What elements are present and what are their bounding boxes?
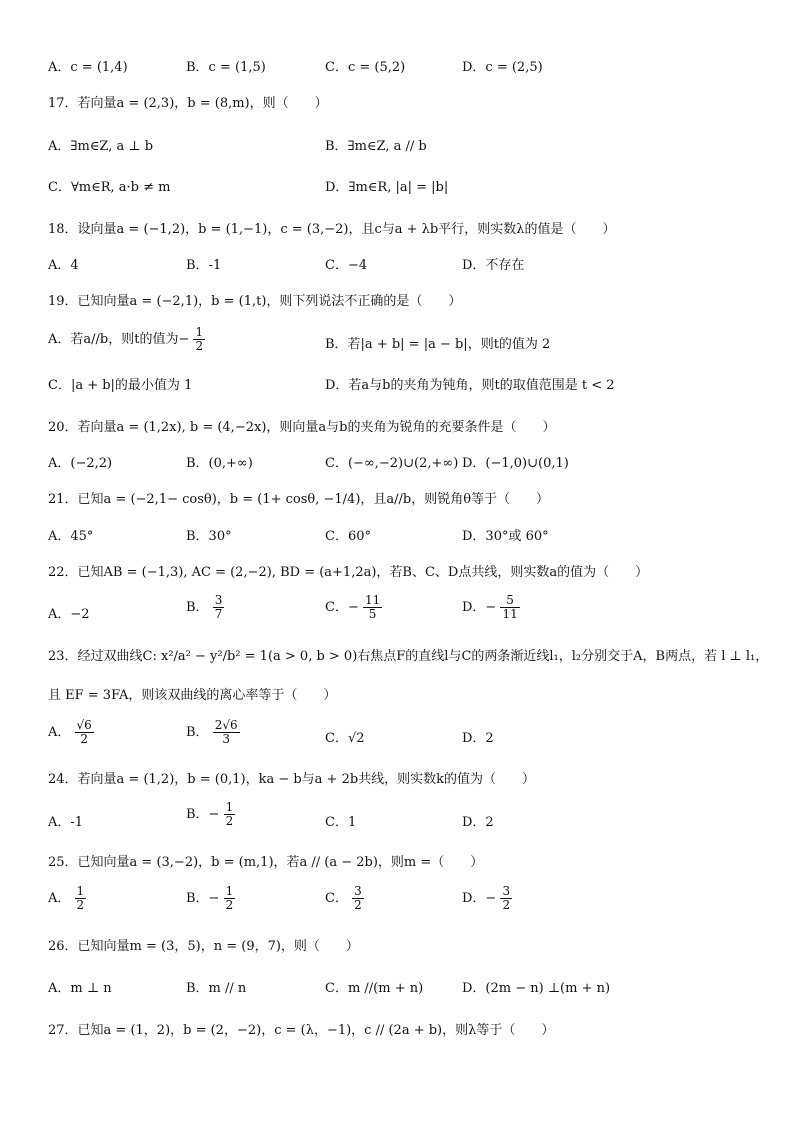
q18-option-d: D．不存在: [462, 258, 525, 273]
q22-option-d: [462, 594, 520, 621]
frac-den: 2: [195, 339, 204, 353]
q23-option-b-letter: B．: [186, 725, 209, 740]
q27-stem: 27．已知a = (1，2)，b = (2，−2)，c = (λ，−1)，c // (2a + b)，则λ等于（ ）: [48, 1023, 555, 1038]
frac-num: 1: [225, 800, 234, 814]
q23-stem: 23．经过双曲线C: x²/a² − y²/b² = 1(a > 0, b > 0)右焦点F的直线l与C的两条渐近线l₁，l₂分别交于A，B两点，若 l ⊥ l₁，: [48, 649, 769, 664]
q19-option-a-text: A．若a//b，则t的值为−: [48, 332, 190, 347]
q23-option-c: C．√2: [325, 731, 365, 746]
frac-num: 1: [76, 884, 85, 898]
q24-stem: 24．若向量a = (1,2)，b = (0,1)，ka − b与a + 2b共线，则实数k的值为（ ）: [48, 772, 536, 787]
q22-option-d-letter: D．−: [462, 600, 497, 615]
q23-option-b-fraction: [213, 719, 240, 746]
frac-den: 2: [354, 898, 362, 912]
q22-option-b: [186, 594, 224, 621]
q23-option-a-fraction: [75, 719, 94, 746]
q16-option-a: A．c = (1,4): [48, 60, 128, 75]
frac-num: 3: [354, 884, 362, 898]
q18-option-a: A．4: [48, 258, 79, 273]
q20-option-d: D．(−1,0)∪(0,1): [462, 456, 569, 471]
frac-num: 3: [502, 884, 511, 898]
q24-option-a: A．-1: [48, 815, 84, 830]
q17-option-c: C．∀m∈R, a·b ≠ m: [48, 180, 171, 195]
q26-stem: 26．已知向量m = (3，5)，n = (9，7)，则（ ）: [48, 939, 359, 954]
q22-option-c: [325, 594, 382, 621]
frac-den: 2: [225, 898, 234, 912]
q25-option-c: [325, 885, 364, 912]
q25-option-d-fraction: [500, 885, 512, 912]
q18-stem: 18．设向量a = (−1,2)，b = (1,−1)，c = (3,−2)，且c与a + λb平行，则实数λ的值是（ ）: [48, 222, 616, 237]
q19-option-b: B．若|a + b| = |a − b|，则t的值为 2: [325, 337, 551, 352]
frac-num: 11: [364, 593, 381, 607]
frac-den: 5: [368, 607, 377, 621]
q16-option-d: D．c = (2,5): [462, 60, 543, 75]
q24-option-b: [186, 801, 235, 828]
q21-option-c: C．60°: [325, 529, 371, 544]
q19-option-d: D．若a与b的夹角为钝角，则t的取值范围是 t < 2: [325, 378, 615, 393]
frac-den: 2: [225, 814, 234, 828]
q20-stem: 20．若向量a = (1,2x), b = (4,−2x)，则向量a与b的夹角为锐角的充要条件是（ ）: [48, 420, 556, 435]
q21-option-b: B．30°: [186, 529, 232, 544]
q17-stem: 17．若向量a = (2,3)，b = (8,m)，则（ ）: [48, 96, 328, 111]
q24-option-b-fraction: [224, 801, 236, 828]
q23-option-a-letter: A．: [48, 725, 71, 740]
q25-option-c-letter: C．: [325, 891, 348, 906]
q22-option-c-fraction: [363, 594, 382, 621]
q18-option-b: B．-1: [186, 258, 222, 273]
q25-option-a-letter: A．: [48, 891, 71, 906]
q22-option-c-letter: C．−: [325, 600, 359, 615]
frac-den: 11: [502, 607, 518, 621]
frac-num: 5: [500, 594, 519, 608]
q23-stem-line2: 且 EF = 3FA，则该双曲线的离心率等于（ ）: [48, 688, 337, 703]
q24-option-b-letter: B．−: [186, 807, 220, 822]
q22-option-d-fraction: [500, 594, 519, 621]
q26-option-a: A．m ⊥ n: [48, 981, 112, 996]
q23-option-a: [48, 719, 94, 746]
frac-den: 7: [214, 607, 223, 621]
q19-option-a: [48, 326, 205, 353]
frac-num: 1: [225, 884, 234, 898]
q20-option-a: A．(−2,2): [48, 456, 113, 471]
q21-option-d: D．30°或 60°: [462, 529, 549, 544]
q19-option-a-fraction: [193, 326, 205, 353]
q17-option-a: A．∃m∈Z, a ⊥ b: [48, 139, 154, 154]
q26-option-c: C．m //(m + n): [325, 981, 424, 996]
q25-option-b-letter: B．−: [186, 891, 220, 906]
q22-stem: 22．已知AB = (−1,3), AC = (2,−2), BD = (a+1,2a)，若B、C、D点共线，则实数a的值为（ ）: [48, 565, 649, 580]
q18-option-c: C．−4: [325, 258, 368, 273]
q25-option-b: [186, 885, 235, 912]
frac-num: 1: [195, 325, 204, 339]
q21-option-a: A．45°: [48, 529, 94, 544]
frac-den: 2: [80, 732, 88, 746]
q22-option-a: A．−2: [48, 607, 90, 622]
q17-option-d: D．∃m∈R, |a| = |b|: [325, 180, 449, 195]
q26-option-b: B．m // n: [186, 981, 247, 996]
q19-stem: 19．已知向量a = (−2,1)，b = (1,t)，则下列说法不正确的是（ ）: [48, 294, 462, 309]
q22-option-b-fraction: [213, 594, 225, 621]
q20-option-c: C．(−∞,−2)∪(2,+∞): [325, 456, 459, 471]
q19-option-c: C．|a + b|的最小值为 1: [48, 378, 193, 393]
q25-option-c-fraction: [352, 885, 364, 912]
frac-num: 3: [214, 593, 223, 607]
q24-option-d: D．2: [462, 815, 494, 830]
q25-option-d: [462, 885, 512, 912]
q16-option-c: C．c = (5,2): [325, 60, 406, 75]
q25-stem: 25．已知向量a = (3,−2)，b = (m,1)，若a // (a − 2b)，则m =（ ）: [48, 855, 484, 870]
q22-option-b-letter: B．: [186, 600, 209, 615]
q20-option-b: B．(0,+∞): [186, 456, 253, 471]
q25-option-b-fraction: [224, 885, 236, 912]
frac-num: 2√6: [214, 718, 238, 732]
q17-option-b: B．∃m∈Z, a // b: [325, 139, 427, 154]
frac-num: √6: [76, 718, 92, 732]
q21-stem: 21．已知a = (−2,1− cosθ)，b = (1+ cosθ, −1/4)，且a//b，则锐角θ等于（ ）: [48, 492, 550, 507]
frac-den: 2: [76, 898, 85, 912]
q24-option-c: C．1: [325, 815, 357, 830]
q25-option-a: [48, 885, 86, 912]
q16-option-b: B．c = (1,5): [186, 60, 266, 75]
q25-option-a-fraction: [75, 885, 87, 912]
frac-den: 3: [222, 732, 230, 746]
q23-option-b: [186, 719, 240, 746]
q23-option-d: D．2: [462, 731, 494, 746]
frac-den: 2: [502, 898, 511, 912]
q26-option-d: D．(2m − n) ⊥(m + n): [462, 981, 611, 996]
q25-option-d-letter: D．−: [462, 891, 497, 906]
